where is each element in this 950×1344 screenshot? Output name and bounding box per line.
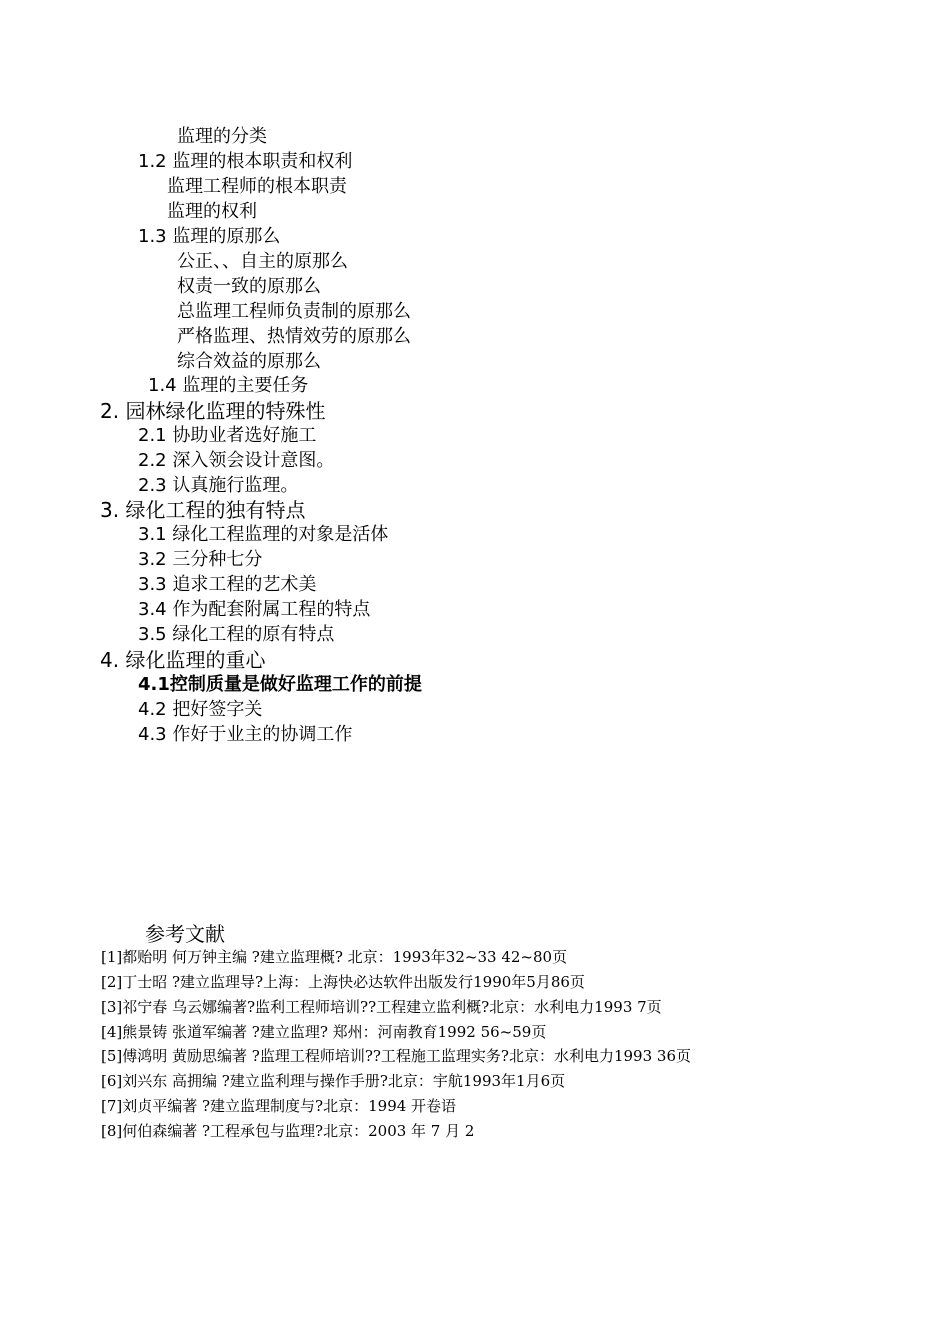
toc-item: 监理的权利 — [167, 201, 257, 222]
reference-item: [4]熊景铸 张道军编著 ?建立监理? 郑州：河南教育1992 56~59页 — [101, 1023, 547, 1041]
reference-item: [6]刘兴东 高拥编 ?建立监利理与操作手册?北京：宇航1993年1月6页 — [101, 1072, 566, 1090]
toc-item: 监理的分类 — [177, 126, 267, 147]
toc-item: 综合效益的原那么 — [177, 351, 321, 372]
toc-section-heading: 1.3 监理的原那么 — [138, 226, 281, 247]
toc-item: 权责一致的原那么 — [177, 276, 321, 297]
toc-item: 总监理工程师负责制的原那么 — [177, 301, 411, 322]
toc-chapter-heading: 2. 园林绿化监理的特殊性 — [100, 399, 326, 423]
toc-section-heading: 1.4 监理的主要任务 — [148, 375, 309, 396]
toc-section-heading: 2.3 认真施行监理。 — [138, 475, 299, 496]
reference-item: [5]傅鸿明 黄励思编著 ?监理工程师培训??工程施工监理实务?北京：水利电力1993 36页 — [101, 1047, 691, 1065]
toc-chapter-heading: 4. 绿化监理的重心 — [100, 648, 266, 672]
references-title: 参考文献 — [145, 922, 225, 946]
toc-item: 公正、、自主的原那么 — [177, 251, 348, 272]
toc-section-heading: 1.2 监理的根本职责和权利 — [138, 151, 353, 172]
reference-item: [7]刘贞平编著 ?建立监理制度与?北京：1994 开卷语 — [101, 1097, 457, 1115]
toc-section-heading: 3.3 追求工程的艺术美 — [138, 574, 317, 595]
reference-item: [3]祁宁春 乌云娜编著?监利工程师培训??工程建立监利概?北京：水利电力1993 7页 — [101, 998, 662, 1016]
reference-item: [8]何伯森编著 ?工程承包与监理?北京：2003 年 7 月 2 — [101, 1122, 475, 1140]
toc-chapter-heading: 3. 绿化工程的独有特点 — [100, 498, 306, 522]
toc-item: 严格监理、热情效劳的原那么 — [177, 326, 411, 347]
toc-section-heading: 2.1 协助业者选好施工 — [138, 425, 317, 446]
reference-item: [1]都贻明 何万钟主编 ?建立监理概? 北京：1993年32~33 42~80页 — [101, 948, 568, 966]
toc-section-heading: 4.3 作好于业主的协调工作 — [138, 724, 353, 745]
toc-section-heading: 3.2 三分种七分 — [138, 549, 263, 570]
toc-section-heading: 3.5 绿化工程的原有特点 — [138, 624, 335, 645]
toc-item: 监理工程师的根本职责 — [167, 176, 347, 197]
toc-section-heading: 4.1控制质量是做好监理工作的前提 — [138, 674, 422, 695]
toc-section-heading: 2.2 深入领会设计意图。 — [138, 450, 335, 471]
reference-item: [2]丁士昭 ?建立监理导?上海：上海快必达软件出版发行1990年5月86页 — [101, 973, 585, 991]
toc-section-heading: 3.1 绿化工程监理的对象是活体 — [138, 524, 389, 545]
toc-section-heading: 3.4 作为配套附属工程的特点 — [138, 599, 371, 620]
toc-section-heading: 4.2 把好签字关 — [138, 699, 263, 720]
